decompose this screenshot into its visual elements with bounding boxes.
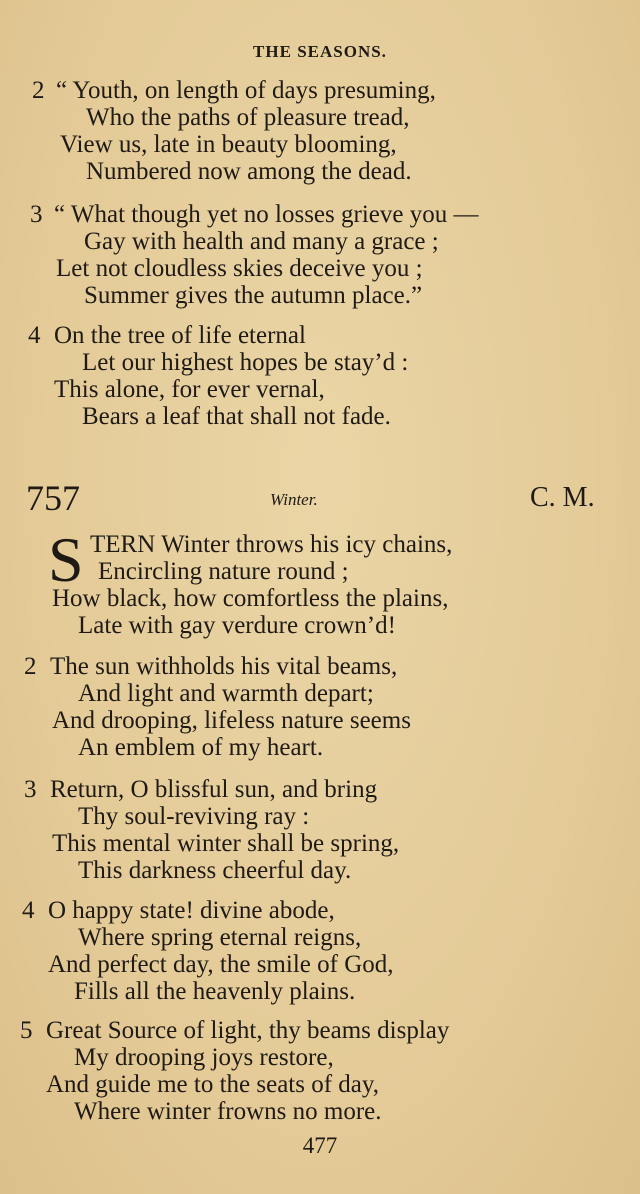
verse-line: Gay with health and many a grace ; — [84, 228, 439, 255]
stanza-number: 5 — [20, 1017, 33, 1044]
verse-line: And drooping, lifeless nature seems — [52, 707, 411, 734]
verse-line: Great Source of light, thy beams display — [46, 1017, 450, 1044]
verse-line: Where spring eternal reigns, — [78, 924, 362, 951]
verse-line: Summer gives the autumn place.” — [84, 282, 423, 309]
hymn-title: Winter. — [270, 490, 318, 509]
verse-line: How black, how comfortless the plains, — [52, 585, 449, 612]
verse-line: TERN Winter throws his icy chains, — [90, 531, 453, 558]
verse-line: My drooping joys restore, — [74, 1044, 334, 1071]
verse-line: An emblem of my heart. — [78, 734, 324, 761]
verse-line: Thy soul-reviving ray : — [78, 803, 310, 830]
verse-line: This darkness cheerful day. — [78, 857, 352, 884]
hymn-number: 757 — [26, 478, 80, 518]
verse-line: And light and warmth depart; — [78, 680, 374, 707]
verse-line: Late with gay verdure crown’d! — [78, 612, 396, 639]
verse-line: Bears a leaf that shall not fade. — [82, 403, 391, 430]
hymn-meter: C. M. — [530, 482, 595, 513]
verse-line: Let our highest hopes be stay’d : — [82, 349, 409, 376]
stanza-number: 4 — [28, 322, 41, 349]
verse-line: The sun withholds his vital beams, — [50, 653, 398, 680]
verse-line: Where winter frowns no more. — [74, 1098, 382, 1125]
verse-line: This alone, for ever vernal, — [54, 376, 325, 403]
verse-line: “ Youth, on length of days presuming, — [56, 77, 436, 104]
verse-line: Fills all the heavenly plains. — [74, 978, 356, 1005]
running-head: THE SEASONS. — [253, 42, 387, 61]
verse-line: Let not cloudless skies deceive you ; — [56, 255, 423, 282]
stanza-number: 3 — [30, 201, 43, 228]
drop-cap: S — [48, 524, 84, 595]
verse-line: This mental winter shall be spring, — [52, 830, 400, 857]
verse-line: Who the paths of pleasure tread, — [86, 104, 410, 131]
verse-line: O happy state! divine abode, — [48, 897, 335, 924]
verse-line: On the tree of life eternal — [54, 322, 306, 349]
verse-line: And perfect day, the smile of God, — [48, 951, 394, 978]
stanza-number: 2 — [32, 77, 45, 104]
verse-line: Encircling nature round ; — [98, 558, 349, 585]
stanza-number: 4 — [22, 897, 35, 924]
verse-line: Return, O blissful sun, and bring — [50, 776, 378, 803]
verse-line: “ What though yet no losses grieve you — — [54, 201, 479, 228]
verse-line: Numbered now among the dead. — [86, 158, 412, 185]
verse-line: And guide me to the seats of day, — [46, 1071, 380, 1098]
page-number: 477 — [302, 1133, 338, 1158]
verse-line: View us, late in beauty blooming, — [60, 131, 397, 158]
stanza-number: 2 — [24, 653, 37, 680]
stanza-number: 3 — [24, 776, 37, 803]
